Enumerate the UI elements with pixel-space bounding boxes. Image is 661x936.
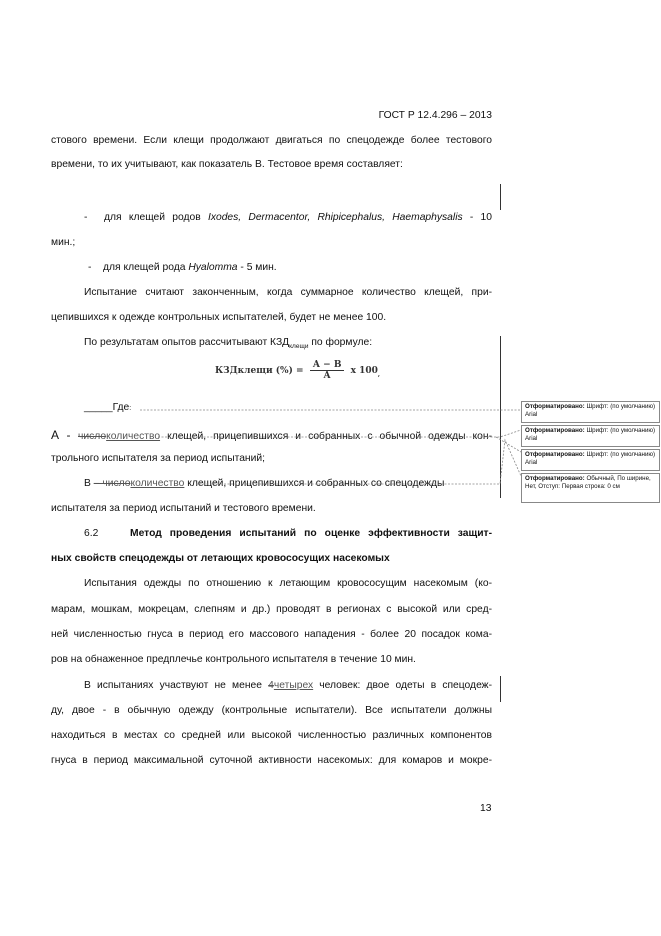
body-line: трольного испытателя за период испытаний;: [51, 453, 265, 464]
genus-name: Hyalomma: [188, 262, 238, 273]
definition-b: В – числоколичество клещей, прицепившихся и собранных со спецодежды: [84, 478, 445, 489]
genus-list: Ixodes, Dermacentor, Rhipicephalus, Haemaphysalis: [207, 212, 463, 223]
definition-a: А - числоколичество клещей, прицепившихся и собранных с обычной одежды кон-: [51, 428, 492, 442]
body-line: времени, то их учитывают, как показатель В. Тестовое время составляет:: [51, 159, 403, 170]
format-comment[interactable]: Отформатировано: Шрифт: (по умолчанию) Arial: [521, 449, 660, 471]
format-comment[interactable]: Отформатировано: Обычный, По ширине, Нет, Отступ: Первая строка: 0 см: [521, 473, 660, 503]
section-title: ных свойств спецодежды от летающих кровососущих насекомых: [51, 553, 390, 564]
body-line: ду, двое - в обычную одежду (контрольные испытатели). Все испытатели должны: [51, 705, 492, 716]
format-comment[interactable]: Отформатировано: Шрифт: (по умолчанию) Arial: [521, 401, 660, 423]
format-comment[interactable]: Отформатировано: Шрифт: (по умолчанию) Arial: [521, 425, 660, 447]
bullet-text: для клещей родов Ixodes, Dermacentor, Rhipicephalus, Haemaphysalis - 10: [104, 212, 493, 223]
section-number: 6.2: [84, 528, 99, 539]
where-label: _____Где:: [84, 402, 132, 413]
body-line: стового времени. Если клещи продолжают двигаться по спецодежде более тестового: [51, 135, 492, 146]
bullet-dash: -: [88, 262, 92, 273]
body-line: ров на обнаженное предплечье контрольного испытателя в течение 10 мин.: [51, 654, 416, 665]
body-line: цепившихся к одежде контрольных испытателей, будет не менее 100.: [51, 312, 387, 323]
body-line: мин.;: [51, 237, 76, 248]
body-line: В испытаниях участвуют не менее 4четырех человек: двое одеты в спецодеж-: [84, 680, 492, 691]
body-line: находиться в местах со средней или высокой численностью различных компонентов: [51, 730, 492, 741]
document-header: ГОСТ Р 12.4.296 – 2013: [378, 110, 492, 121]
bullet-dash: -: [84, 212, 88, 223]
body-line: Испытание считают законченным, когда суммарное количество клещей, при-: [84, 287, 492, 298]
body-line: испытателя за период испытаний и тестового времени.: [51, 503, 316, 514]
formula: КЗДклещи (%) = $\frac{А - В}{А}$ х $100_,$: [215, 360, 380, 381]
body-line: гнуса в период максимальной суточной активности насекомых: для комаров и мокре-: [51, 755, 492, 766]
body-line: Испытания одежды по отношению к летающим кровососущим насекомым (ко-: [84, 578, 492, 589]
page-number: 13: [480, 803, 492, 814]
body-line: ней численностью гнуса в период его массового нападения - более 20 посадок кома-: [51, 629, 492, 640]
formula-fraction: $\frac{А - В}{А}$: [310, 360, 345, 381]
body-line: По результатам опытов рассчитывают $КЗД_{клещи}$ по формуле:: [84, 337, 373, 351]
section-title: Метод проведения испытаний по оценке эффективности защит-: [130, 528, 492, 539]
body-line: марам, мошкам, мокрецам, слепням и др.) проводят в регионах с высокой или сред-: [51, 604, 492, 615]
bullet-text: для клещей рода Hyalomma - 5 мин.: [103, 262, 277, 273]
